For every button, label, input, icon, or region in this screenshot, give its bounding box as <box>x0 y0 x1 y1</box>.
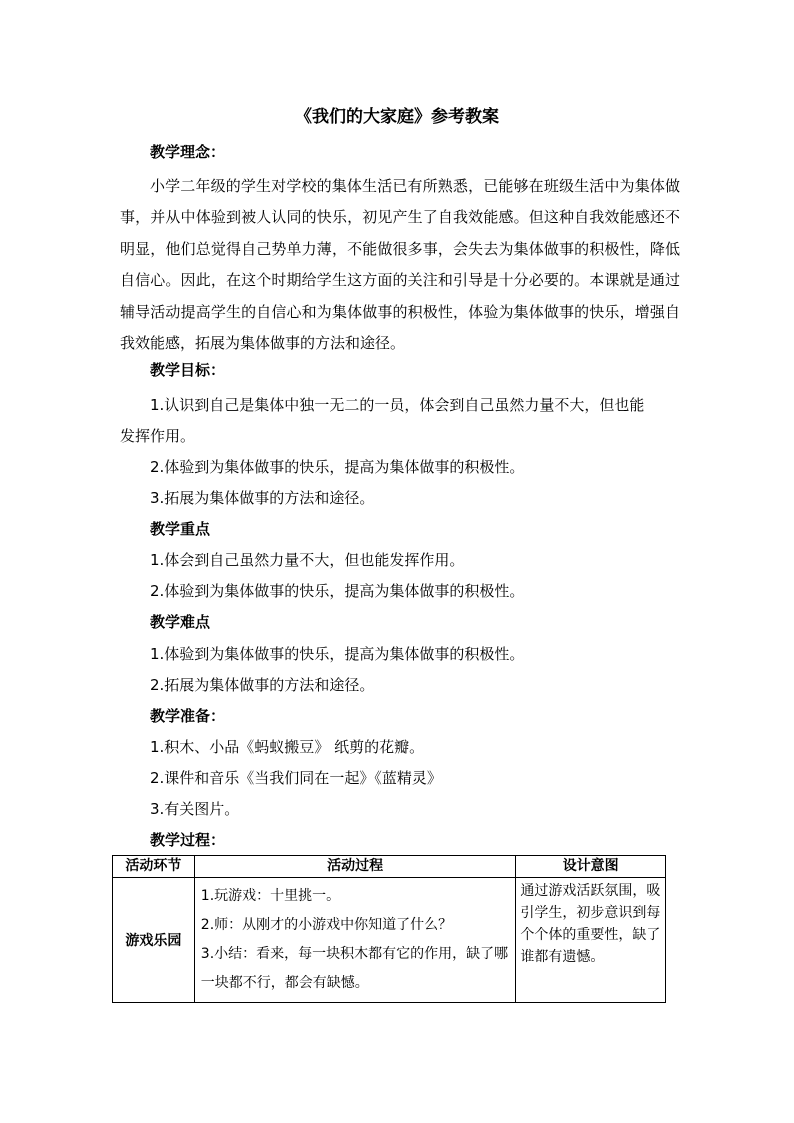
stage-cell: 游戏乐园 <box>113 878 195 1003</box>
preparation-3: 3.有关图片。 <box>150 800 240 818</box>
document-title: 《我们的大家庭》参考教案 <box>295 107 499 127</box>
difficulty-1: 1.体验到为集体做事的快乐，提高为集体做事的积极性。 <box>150 645 525 663</box>
goal-2: 2.体验到为集体做事的快乐，提高为集体做事的积极性。 <box>150 458 525 476</box>
goal-1-line-2: 发挥作用。 <box>120 427 196 445</box>
header-stage: 活动环节 <box>113 856 195 878</box>
process-heading: 教学过程： <box>150 831 226 849</box>
header-intent: 设计意图 <box>516 856 666 878</box>
goal-1-line-1: 1.认识到自己是集体中独一无二的一员，体会到自己虽然力量不大，但也能 <box>150 396 645 414</box>
step-1: 1.玩游戏：十里挑一。 <box>200 888 341 904</box>
key-point-1: 1.体会到自己虽然力量不大，但也能发挥作用。 <box>150 551 465 569</box>
preparation-2: 2.课件和音乐《当我们同在一起》《蓝精灵》 <box>150 769 442 787</box>
key-points-heading: 教学重点 <box>150 520 211 538</box>
process-table <box>112 855 666 1003</box>
goal-3: 3.拓展为集体做事的方法和途径。 <box>150 489 375 507</box>
key-point-2: 2.体验到为集体做事的快乐，提高为集体做事的积极性。 <box>150 582 525 600</box>
idea-heading: 教学理念： <box>150 143 226 161</box>
goals-heading: 教学目标： <box>150 361 226 379</box>
difficulty-heading: 教学难点 <box>150 613 211 631</box>
table-header-row <box>113 856 666 878</box>
step-2: 2.师：从刚才的小游戏中你知道了什么？ <box>200 917 453 933</box>
intent-cell: 通过游戏活跃氛围，吸引学生，初步意识到每个个体的重要性，缺了谁都有遗憾。 <box>516 878 666 1003</box>
idea-paragraph: 小学二年级的学生对学校的集体生活已有所熟悉，已能够在班级生活中为集体做事，并从中体验到被人认同的快乐，初见产生了自我效能感。但这种自我效能感还不明显，他们总觉得自己势单力薄，不能做很多事，会失去为集体做事的积极性，降低自信心。因此，在这个时期给学生这方面的关注和引导是十分必要的。本课就是通过辅导活动提高学生的自信心和为集体做事的积极性，体验为集体做事的快乐，增强自我效能感，拓展为集体做事的方法和途径。 <box>120 177 680 353</box>
preparation-1: 1.积木、小品《蚂蚁搬豆》 纸剪的花瓣。 <box>150 738 425 756</box>
step-3: 3.小结：看来，每一块积木都有它的作用，缺了哪一块都不行，都会有缺憾。 <box>200 946 509 991</box>
table-row <box>113 878 666 1003</box>
header-process: 活动过程 <box>194 856 516 878</box>
steps-cell <box>194 878 516 1003</box>
preparation-heading: 教学准备： <box>150 707 226 725</box>
difficulty-2: 2.拓展为集体做事的方法和途径。 <box>150 676 375 694</box>
